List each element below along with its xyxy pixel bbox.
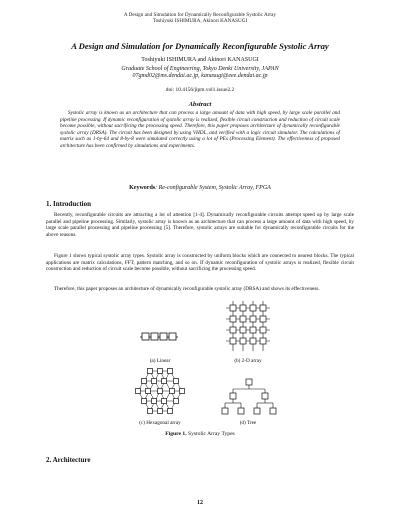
abstract-heading: Abstract xyxy=(188,101,212,108)
affiliation-block xyxy=(0,66,400,80)
keywords-line xyxy=(0,185,400,191)
abstract-text: Systolic array is known as an architecture that can process a large amount of data with high speed, by large scale parallel and pipeline processing. If dynamic reconfiguration of systolic array is realized, flexible circuit construction and reduction of circuit scale become possible, without sacrificing the processing speed. Therefore, this paper proposes architecture of dynamically reconfigurable systolic array (DRSA). The circuit has been designed by using VHDL, and verified with a logic circuit simulator. The calculations of matrix such as 1-by-64 and 8-by-8 were simulated correctly using a lot of PEs (Processing Element). The effectiveness of proposed architecture has been confirmed by simulations and experiments. xyxy=(60,110,340,149)
intro-paragraph-2: Figure 1 shows typical systolic array types. Systolic array is constructed by uniform blocks which are connected to nearest blocks. The typical applications are matrix calculations, FFT, pattern matching, and so on. If dynamic reconfiguration of systolic arrays is realized, flexible circuit construction and reduction of circuit scale become possible, without sacrificing the processing speed. xyxy=(46,253,354,273)
tree-diagram xyxy=(220,378,278,418)
figure-caption-text: Systolic Array Types xyxy=(186,431,235,437)
figure-caption xyxy=(0,431,400,437)
page-number: 12 xyxy=(197,500,203,506)
figure-caption-label: Figure 1. xyxy=(165,431,187,437)
affiliation: Graduate School of Engineering, Tokyo Denki University, JAPAN xyxy=(121,66,279,72)
doi: doi: 10.4156/jipm.vol1.issue2.2 xyxy=(165,87,235,93)
keywords-label: Keywords xyxy=(129,185,156,191)
section-heading-introduction: 1. Introduction xyxy=(46,200,91,208)
paper-title: A Design and Simulation for Dynamically Reconfigurable Systolic Array xyxy=(71,41,329,51)
emails: 07gmd02@ms.dendai.ac.jp, kanasugi@eee.dendai.ac.jp xyxy=(132,73,268,80)
2d-array-diagram xyxy=(224,299,272,355)
hexagonal-array-diagram xyxy=(130,365,190,421)
running-title: A Design and Simulation for Dynamically Reconfigurable Systolic Array xyxy=(123,12,277,18)
intro-paragraph-3: Therefore, this paper proposes an architecture of dynamically reconfigurable systolic array (DRSA) and shows its effectiveness. xyxy=(54,286,320,292)
section-heading-architecture: 2. Architecture xyxy=(46,456,91,464)
figure-label-hexagonal: (c) Hexagonal array xyxy=(139,420,181,426)
running-authors: Toshiyuki ISHIMURA, Akinori KANASUGI xyxy=(152,18,248,24)
figure-label-tree: (d) Tree xyxy=(239,420,257,426)
figure-label-2d-array: (b) 2-D array xyxy=(234,358,262,364)
keywords-text: : Re-configurable System, Systolic Array, FPGA xyxy=(155,185,271,191)
figure-label-linear: (a) Linear xyxy=(149,358,171,364)
intro-paragraph-1: Recently, reconfigurable circuits are attracting a lot of attention [1-4]. Dynamically reconfigurable circuits attempt speed up by large scale parallel and pipeline processing. Similarly, systolic array is known as an architecture that can process a large amount of data with high speed, by large scale parallel processing and pipeline processing [5]. Therefore, systolic arrays are suitable for dynamically reconfigurable circuits for the above reasons. xyxy=(46,212,354,238)
paper-authors: Toshiyuki ISHIMURA and Akinori KANASUGI xyxy=(141,57,259,63)
linear-array-diagram xyxy=(138,316,180,358)
